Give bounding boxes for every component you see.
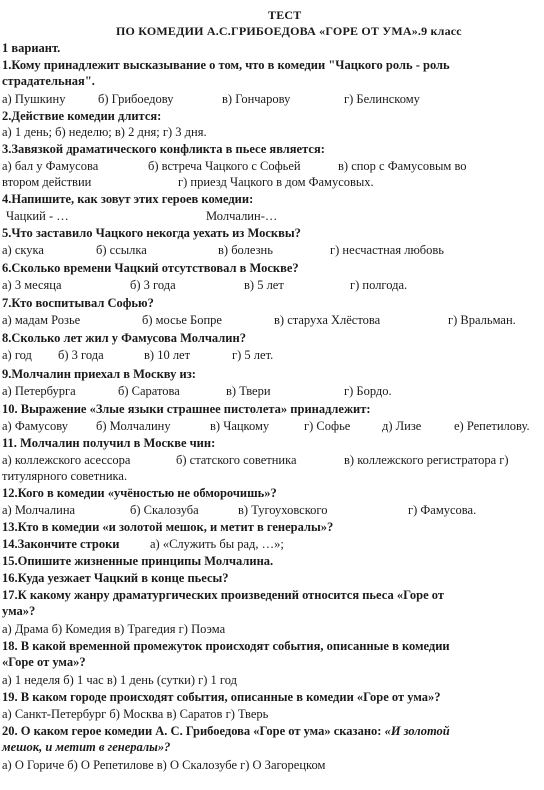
option: б) Саратова <box>118 384 180 398</box>
question-7: 7.Кто воспитывал Софью? <box>2 296 154 310</box>
option: а) Петербурга <box>2 384 76 398</box>
question-9: 9.Молчалин приехал в Москву из: <box>2 367 196 381</box>
question-17-line-2: ума»? <box>2 604 36 618</box>
question-4-options <box>0 208 544 224</box>
option: а) мадам Розье <box>2 313 81 327</box>
option: в) Твери <box>226 384 271 398</box>
option: б) Молчалину <box>96 419 171 433</box>
question-3: 3.Завязкой драматического конфликта в пьесе является: <box>2 142 325 156</box>
question-3-options-line-1 <box>0 158 544 174</box>
question-14 <box>0 536 544 552</box>
option: г) несчастная любовь <box>330 243 445 257</box>
option: б) ссылка <box>96 243 147 257</box>
question-18-answer: а) 1 неделя б) 1 час в) 1 день (сутки) г) 1 год <box>2 673 237 687</box>
question-11: 11. Молчалин получил в Москве чин: <box>2 436 216 450</box>
option: а) Фамусову <box>2 419 68 433</box>
option: г) Бордо. <box>344 384 392 398</box>
question-20-quote: «И золотой <box>384 724 450 738</box>
option: б) мосье Бопре <box>142 313 222 327</box>
option: г) Белинскому <box>344 92 420 106</box>
question-19-answer: а) Санкт-Петербург б) Москва в) Саратов г) Тверь <box>2 707 269 721</box>
option: б) Грибоедову <box>98 92 174 106</box>
option: а) бал у Фамусова <box>2 159 99 173</box>
question-11-options-line-2: титулярного советника. <box>2 469 128 483</box>
question-11-options <box>0 452 544 468</box>
question-7-options <box>0 312 544 328</box>
option: в) Тугоуховского <box>238 503 328 517</box>
question-5-options <box>0 242 544 258</box>
option: б) 3 года <box>58 348 104 362</box>
question-6-options <box>0 277 544 293</box>
question-14-answer: а) «Служить бы рад, …»; <box>150 537 284 551</box>
question-2-answer: а) 1 день; б) неделю; в) 2 дня; г) 3 дня. <box>2 125 207 139</box>
variant-label: 1 вариант. <box>2 41 61 55</box>
question-18-line-1: 18. В какой временной промежуток происходят события, описанные в комедии <box>2 639 450 653</box>
option: а) Молчалина <box>2 503 76 517</box>
question-8-options <box>0 347 544 363</box>
question-20-answer: а) О Гориче б) О Репетилове в) О Скалозубе г) О Загорецком <box>2 758 326 772</box>
question-20-quote-end: мешок, и метит в генералы»? <box>2 740 171 754</box>
option: д) Лизе <box>382 419 422 433</box>
question-4: 4.Напишите, как зовут этих героев комедии: <box>2 192 254 206</box>
option: в) коллежского регистратора г) <box>344 453 509 467</box>
option: г) 5 лет. <box>232 348 274 362</box>
test-title: ТЕСТ <box>268 8 302 22</box>
option: Молчалин-… <box>206 209 278 223</box>
option: е) Репетилову. <box>454 419 530 433</box>
option: б) 3 года <box>130 278 176 292</box>
option: в) Гончарову <box>222 92 291 106</box>
option: б) Скалозуба <box>130 503 199 517</box>
option: в) Чацкому <box>210 419 270 433</box>
question-2: 2.Действие комедии длится: <box>2 109 162 123</box>
option: а) Пушкину <box>2 92 66 106</box>
question-1-line-1: 1.Кому принадлежит высказывание о том, что в комедии "Чацкого роль - роль <box>2 58 450 72</box>
option: в) 10 лет <box>144 348 191 362</box>
option: Чацкий - … <box>6 209 69 223</box>
option: а) 3 месяца <box>2 278 62 292</box>
option: а) коллежского асессора <box>2 453 131 467</box>
question-14-text: 14.Закончите строки <box>2 537 120 551</box>
question-10: 10. Выражение «Злые языки страшнее пистолета» принадлежит: <box>2 402 371 416</box>
option: втором действии <box>2 175 92 189</box>
option: в) болезнь <box>218 243 273 257</box>
question-12-options <box>0 502 544 518</box>
option: г) полгода. <box>350 278 408 292</box>
question-12: 12.Кого в комедии «учёностью не обморочишь»? <box>2 486 277 500</box>
option: в) старуха Хлёстова <box>274 313 381 327</box>
option: г) Фамусова. <box>408 503 477 517</box>
question-9-options <box>0 383 544 399</box>
test-subtitle: ПО КОМЕДИИ А.С.ГРИБОЕДОВА «ГОРЕ ОТ УМА».9 класс <box>116 24 462 38</box>
option: в) 5 лет <box>244 278 284 292</box>
question-20-line-2 <box>2 739 170 755</box>
question-20-line-1 <box>2 723 450 739</box>
question-17-line-1: 17.К какому жанру драматургических произведений относится пьеса «Горе от <box>2 588 445 602</box>
question-20-text: 20. О каком герое комедии А. С. Грибоедова «Горе от ума» сказано: <box>2 724 385 738</box>
question-19: 19. В каком городе происходят события, описанные в комедии «Горе от ума»? <box>2 690 441 704</box>
question-17-answer: а) Драма б) Комедия в) Трагедия г) Поэма <box>2 622 226 636</box>
option: б) статского советника <box>176 453 297 467</box>
question-6: 6.Сколько времени Чацкий отсутствовал в Москве? <box>2 261 299 275</box>
option: в) спор с Фамусовым во <box>338 159 467 173</box>
question-16: 16.Куда уезжает Чацкий в конце пьесы? <box>2 571 229 585</box>
question-15: 15.Опишите жизненные принципы Молчалина. <box>2 554 274 568</box>
question-18-line-2: «Горе от ума»? <box>2 655 86 669</box>
question-1-line-2: страдательная". <box>2 74 95 88</box>
option: б) встреча Чацкого с Софьей <box>148 159 301 173</box>
option: г) Софье <box>304 419 351 433</box>
option: г) Вральман. <box>448 313 516 327</box>
question-8: 8.Сколько лет жил у Фамусова Молчалин? <box>2 331 246 345</box>
option: г) приезд Чацкого в дом Фамусовых. <box>178 175 374 189</box>
question-3-options-line-2 <box>0 174 544 190</box>
question-13: 13.Кто в комедии «и золотой мешок, и метит в генералы»? <box>2 520 334 534</box>
question-10-options <box>0 418 544 434</box>
option: а) год <box>2 348 32 362</box>
option: а) скука <box>2 243 44 257</box>
question-1-options <box>0 91 544 107</box>
question-5: 5.Что заставило Чацкого некогда уехать из Москвы? <box>2 226 301 240</box>
